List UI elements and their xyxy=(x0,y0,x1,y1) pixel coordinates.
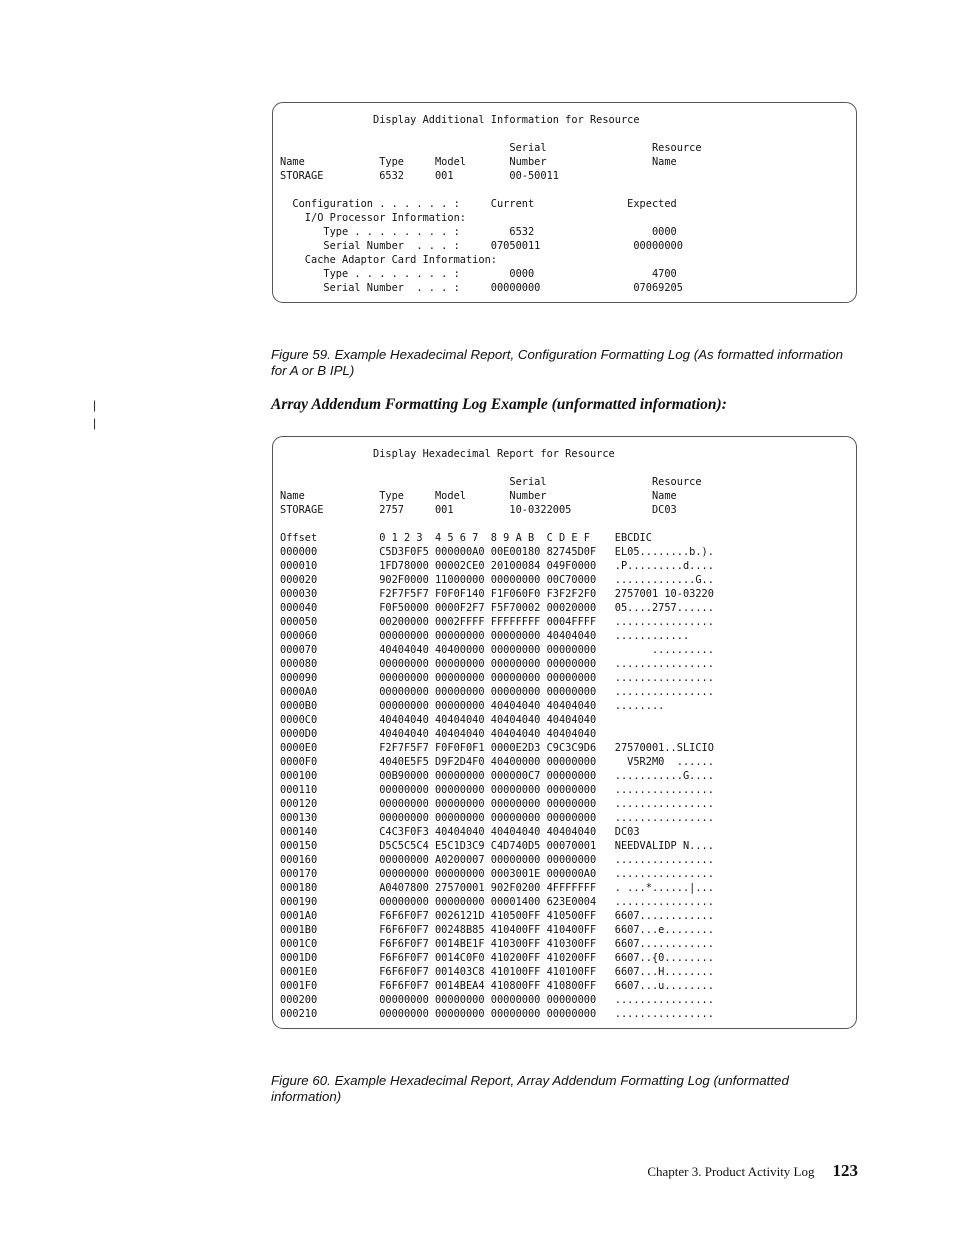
page-number: 123 xyxy=(832,1161,858,1180)
footer-chapter: Chapter 3. Product Activity Log xyxy=(647,1164,815,1179)
figure-60-screen-text: Display Hexadecimal Report for Resource Serial Resource Name Type Model Number Name STORAGE 2757 001 10-0322005 DC03 Offset 0 1 2 3 4 5 6 7 8 9 A B C D E F EBCDIC 000000 C5D3F0F5 000000A0 00E00180 82745D0F EL05........b.). 000010 1FD78000 00002CE0 20100084 049F0000 .P.........d.... 000020 902F0000 11000000 00000000 00C70000 .............G.. 000030 F2F7F5F7 F0F0F140 F1F060F0 F3F2F2F0 2757001 10-03220 000040 F0F50000 0000F2F7 F5F70002 00020000 05....2757...... 000050 00200000 0002FFFF FFFFFFFF 0004FFFF ................ 000060 00000000 00000000 00000000 40404040 ............ 000070 40404040 40400000 00000000 00000000 .......... 000080 00000000 00000000 00000000 00000000 ................ 000090 00000000 00000000 00000000 00000000 ................ 0000A0 00000000 00000000 00000000 00000000 ................ 0000B0 00000000 00000000 40404040 40404040 ........ 0000C0 40404040 40404040 40404040 40404040 0000D0 40404040 40404040 40404040 40404040 0000E0 F2F7F5F7 F0F0F0F1 0000E2D3 C9C3C9D6 27570001..SLICIO 0000F0 4040E5F5 D9F2D4F0 40400000 00000000 V5R2M0 ...... 000100 00B90000 00000000 000000C7 00000000 ...........G.... 000110 00000000 00000000 00000000 00000000 ................ 000120 00000000 00000000 00000000 00000000 ................ 000130 00000000 00000000 00000000 00000000 ................ 000140 C4C3F0F3 40404040 40404040 40404040 DC03 000150 D5C5C5C4 E5C1D3C9 C4D740D5 00070001 NEEDVALIDP N.... 000160 00000000 A0200007 00000000 00000000 ................ 000170 00000000 00000000 0003001E 000000A0 ................ 000180 A0407800 27570001 902F0200 4FFFFFFF . ...*......|... 000190 00000000 00000000 00001400 623E0004 ................ 0001A0 F6F6F0F7 0026121D 410500FF 410500FF 6607............ 0001B0 F6F6F0F7 00248B85 410400FF 410400FF 6607...e........ 0001C0 F6F6F0F7 0014BE1F 410300FF 410300FF 6607............ 0001D0 F6F6F0F7 0014C0F0 410200FF 410200FF 6607..{0........ 0001E0 F6F6F0F7 001403C8 410100FF 410100FF 6607...H........ 0001F0 F6F6F0F7 0014BEA4 410800FF 410800FF 6607...u........ 000200 00000000 00000000 00000000 00000000 ................ 000210 00000000 00000000 00000000 00000000 ................ xyxy=(280,448,714,1020)
figure-59-screen-text: Display Additional Information for Resource Serial Resource Name Type Model Number Name STORAGE 6532 001 00-50011 Configuration . . . . . . : Current Expected I/O Processor Information: Type . . . . . . . . : 6532 0000 Serial Number . . . : 07050011 00000000 Cache Adaptor Card Information: Type . . . . . . . . : 0000 4700 Serial Number . . . : 00000000 07069205 xyxy=(280,114,702,294)
section-heading: Array Addendum Formatting Log Example (unformatted information): xyxy=(271,396,727,413)
change-bar: | xyxy=(93,398,97,412)
page-footer xyxy=(647,1161,858,1181)
figure-60-screen xyxy=(272,436,857,1029)
figure-60-caption: Figure 60. Example Hexadecimal Report, Array Addendum Formatting Log (unformatted information) xyxy=(271,1073,789,1104)
change-bar: | xyxy=(93,416,97,430)
figure-59-caption: Figure 59. Example Hexadecimal Report, Configuration Formatting Log (As formatted information for A or B IPL) xyxy=(271,347,844,378)
figure-59-screen xyxy=(272,102,857,303)
